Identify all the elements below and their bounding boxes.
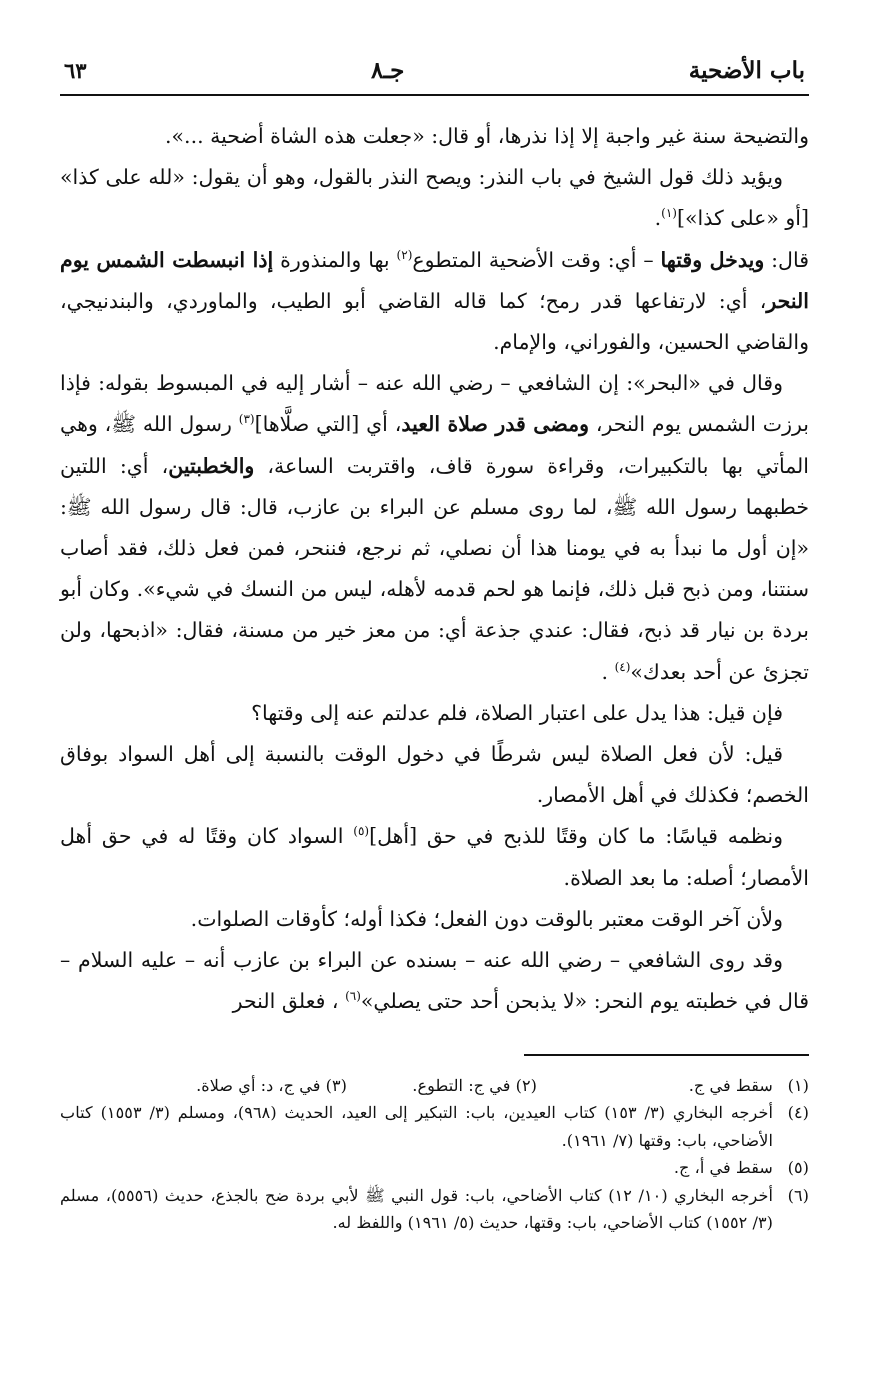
bold-matn-text: ويدخل وقتها bbox=[660, 247, 765, 272]
footnotes bbox=[60, 1072, 809, 1236]
paragraph-7: ونظمه قياسًا: ما كان وقتًا للذبح في حق [أهل]$^{(٥)}$ السواد كان وقتًا له في حق أهل الأمصار؛ أصله: ما بعد الصلاة. bbox=[60, 824, 809, 890]
paragraph-1: والتضيحة سنة غير واجبة إلا إذا نذرها، أو قال: «جعلت هذه الشاة أضحية ...». bbox=[165, 124, 809, 148]
footnote-3-text: في ج، د: أي صلاة. bbox=[196, 1075, 321, 1095]
footnote-2-number: (٢) bbox=[515, 1075, 537, 1095]
footnote-5 bbox=[60, 1154, 809, 1181]
running-header bbox=[60, 50, 809, 90]
footnote-3-number: (٣) bbox=[325, 1075, 347, 1095]
footnote-6 bbox=[60, 1182, 809, 1237]
footnote-3 bbox=[196, 1072, 347, 1099]
footnote-separator bbox=[524, 1054, 809, 1056]
volume-label: جـ٨ bbox=[371, 56, 405, 84]
paragraph-5: فإن قيل: هذا يدل على اعتبار الصلاة، فلم عدلتم عنه إلى وقتها؟ bbox=[251, 700, 783, 725]
paragraph-3: قال: ويدخل وقتها – أي: وقت الأضحية المتطوع$^{(٢)}$ بها والمنذورة إذا انبسطت الشمس يوم النحر، أي: لارتفاعها قدر رمح؛ كما قاله القاضي أبو الطيب، والماوردي، والبندنيجي، والقاضي الحسين، والفوراني، والإمام. bbox=[60, 247, 809, 355]
footnote-marker: (٥) bbox=[353, 824, 370, 839]
footnote-6-number: (٦) bbox=[787, 1185, 809, 1205]
footnote-2 bbox=[347, 1072, 537, 1099]
paragraph-8: ولأن آخر الوقت معتبر بالوقت دون الفعل؛ فكذا أوله؛ كأوقات الصلوات. bbox=[190, 906, 783, 931]
footnote-1-text: سقط في ج. bbox=[688, 1075, 773, 1095]
paragraph-2: ويؤيد ذلك قول الشيخ في باب النذر: ويصح النذر بالقول، وهو أن يقول: «لله على كذا» [أو «على كذا»]$^{(١)}$. bbox=[60, 165, 809, 231]
paragraph-4: وقال في «البحر»: إن الشافعي – رضي الله عنه – أشار إليه في المبسوط بقوله: فإذا برزت الشمس يوم النحر، ومضى قدر صلاة العيد، أي [التي صلَّاها]$^{(٣)}$ رسول الله ﷺ، وهي المأتي بها بالتكبيرات، وقراءة سورة قاف، واقتربت الساعة، والخطبتين، أي: اللتين خطبهما رسول الله ﷺ، لما روى مسلم عن البراء بن عازب، قال: قال رسول الله ﷺ: «إن أول ما نبدأ به في يومنا هذا أن نصلي، ثم نرجع، فننحر، فمن فعل ذلك، فقد أصاب سنتنا، ومن ذبح قبل ذلك، فإنما هو لحم قدمه لأهله، ليس من النسك في شيء». وكان أبو بردة بن نيار قد ذبح، فقال: عندي جذعة أي: من معز خير من مسنة، فقال: «اذبحها، ولن تجزئ عن أحد بعدك»$^{(٤)}$ . bbox=[60, 371, 809, 684]
main-text bbox=[60, 116, 809, 1022]
bold-matn-text: ومضى قدر صلاة العيد bbox=[401, 412, 589, 437]
footnote-2-text: في ج: التطوع. bbox=[412, 1075, 511, 1095]
footnote-marker: (٤) bbox=[614, 659, 631, 674]
paragraph-6: قيل: لأن فعل الصلاة ليس شرطًا في دخول الوقت بالنسبة إلى أهل السواد بوفاق الخصم؛ فكذلك في أهل الأمصار. bbox=[60, 742, 809, 808]
footnote-4 bbox=[60, 1099, 809, 1154]
footnote-4-number: (٤) bbox=[787, 1103, 809, 1123]
footnote-marker: (٦) bbox=[345, 989, 361, 1004]
footnote-marker: (٢) bbox=[396, 247, 413, 262]
footnote-1-number: (١) bbox=[787, 1075, 809, 1095]
page-number: ٦٣ bbox=[64, 57, 87, 83]
footnote-row-1-3 bbox=[60, 1072, 809, 1099]
chapter-title: باب الأضحية bbox=[688, 56, 805, 84]
bold-matn-text: والخطبتين bbox=[168, 453, 255, 478]
bold-matn-text: إذا انبسطت الشمس يوم النحر bbox=[60, 247, 809, 313]
footnote-4-text: أخرجه البخاري (٣/ ١٥٣) كتاب العيدين، باب: التبكير إلى العيد، الحديث (٩٦٨)، ومسلم (٣/ ١٥٥٣) كتاب الأضاحي، باب: وقتها (٧/ ١٩٦١). bbox=[60, 1103, 773, 1150]
footnote-marker: (٣) bbox=[238, 412, 255, 427]
footnote-6-text: أخرجه البخاري (١٠/ ١٢) كتاب الأضاحي، باب: قول النبي ﷺ لأبي بردة ضح بالجذع، حديث (٥٥٥٦)، مسلم (٣/ ١٥٥٢) كتاب الأضاحي، باب: وقتها، حديث (٥/ ١٩٦١) واللفظ له. bbox=[60, 1185, 773, 1232]
footnote-marker: (١) bbox=[661, 206, 677, 221]
paragraph-9: وقد روى الشافعي – رضي الله عنه – بسنده عن البراء بن عازب أنه – عليه السلام – قال في خطبته يوم النحر: «لا يذبحن أحد حتى يصلي»$^{(٦)}$ ، فعلق النحر bbox=[60, 948, 809, 1014]
footnote-5-number: (٥) bbox=[787, 1158, 809, 1178]
footnote-5-text: سقط في أ، ج. bbox=[673, 1158, 773, 1178]
header-rule bbox=[60, 94, 809, 96]
